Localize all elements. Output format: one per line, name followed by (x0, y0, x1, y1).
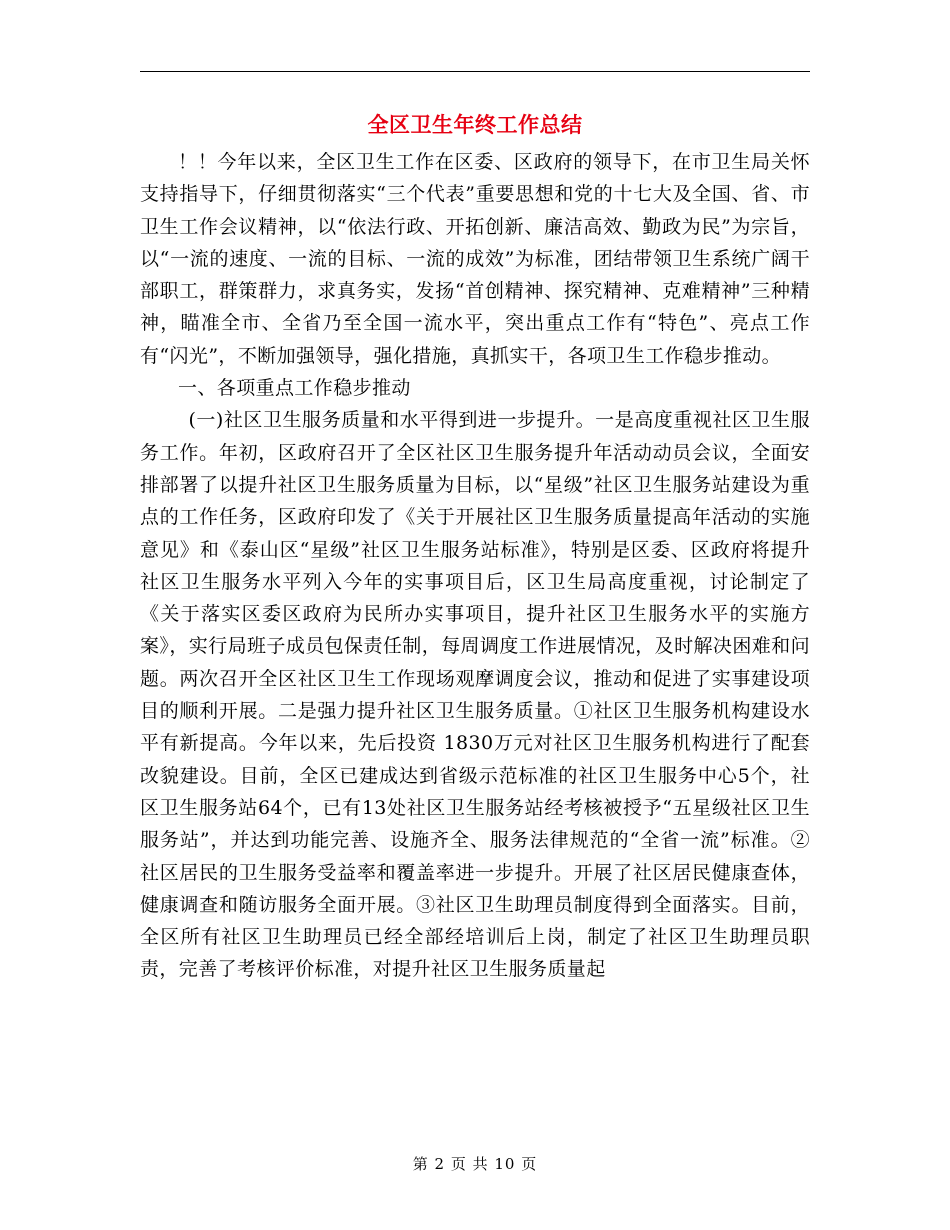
document-title: 全区卫生年终工作总结 (367, 112, 583, 137)
page-number: 第 2 页 共 10 页 (412, 1155, 538, 1173)
document-body (140, 146, 810, 986)
section-heading: 一、各项重点工作稳步推动 (178, 377, 411, 400)
body-paragraph: (一)社区卫生服务质量和水平得到进一步提升。一是高度重视社区卫生服务工作。年初，区政府召开了全区社区卫生服务提升年活动动员会议，全面安排部署了以提升社区卫生服务质量为目标，以“星级”社区卫生服务站建设为重点的工作任务，区政府印发了《关于开展社区卫生服务质量提高年活动的实施意见》和《泰山区“星级”社区卫生服务站标准》，特别是区委、区政府将提升社区卫生服务水平列入今年的实事项目后，区卫生局高度重视，讨论制定了《关于落实区委区政府为民所办实事项目，提升社区卫生服务水平的实施方案》，实行局班子成员包保责任制，每周调度工作进展情况，及时解决困难和问题。两次召开全区社区卫生工作现场观摩调度会议，推动和促进了实事建设项目的顺利开展。二是强力提升社区卫生服务质量。①社区卫生服务机构建设水平有新提高。今年以来，先后投资 1830万元对社区卫生服务机构进行了配套改貌建设。目前，全区已建成达到省级示范标准的社区卫生服务中心5个，社区卫生服务站64个，已有13处社区卫生服务站经考核被授予“五星级社区卫生服务站”，并达到功能完善、设施齐全、服务法律规范的“全省一流”标准。②社区居民的卫生服务受益率和覆盖率进一步提升。开展了社区居民健康查体，健康调查和随访服务全面开展。③社区卫生助理员制度得到全面落实。目前，全区所有社区卫生助理员已经全部经培训后上岗，制定了社区卫生助理员职责，完善了考核评价标准，对提升社区卫生服务质量起 (140, 409, 810, 981)
intro-paragraph: ！！今年以来，全区卫生工作在区委、区政府的领导下，在市卫生局关怀支持指导下，仔细贯彻落实“三个代表”重要思想和党的十七大及全国、省、市卫生工作会议精神，以“依法行政、开拓创新、廉洁高效、勤政为民”为宗旨，以“一流的速度、一流的目标、一流的成效”为标准，团结带领卫生系统广阔干部职工，群策群力，求真务实，发扬“首创精神、探究精神、克难精神”三种精神，瞄准全市、全省乃至全国一流水平，突出重点工作有“特色”、亮点工作有“闪光”，不断加强领导，强化措施，真抓实干，各项卫生工作稳步推动。 (140, 151, 810, 367)
header-rule (140, 71, 810, 72)
